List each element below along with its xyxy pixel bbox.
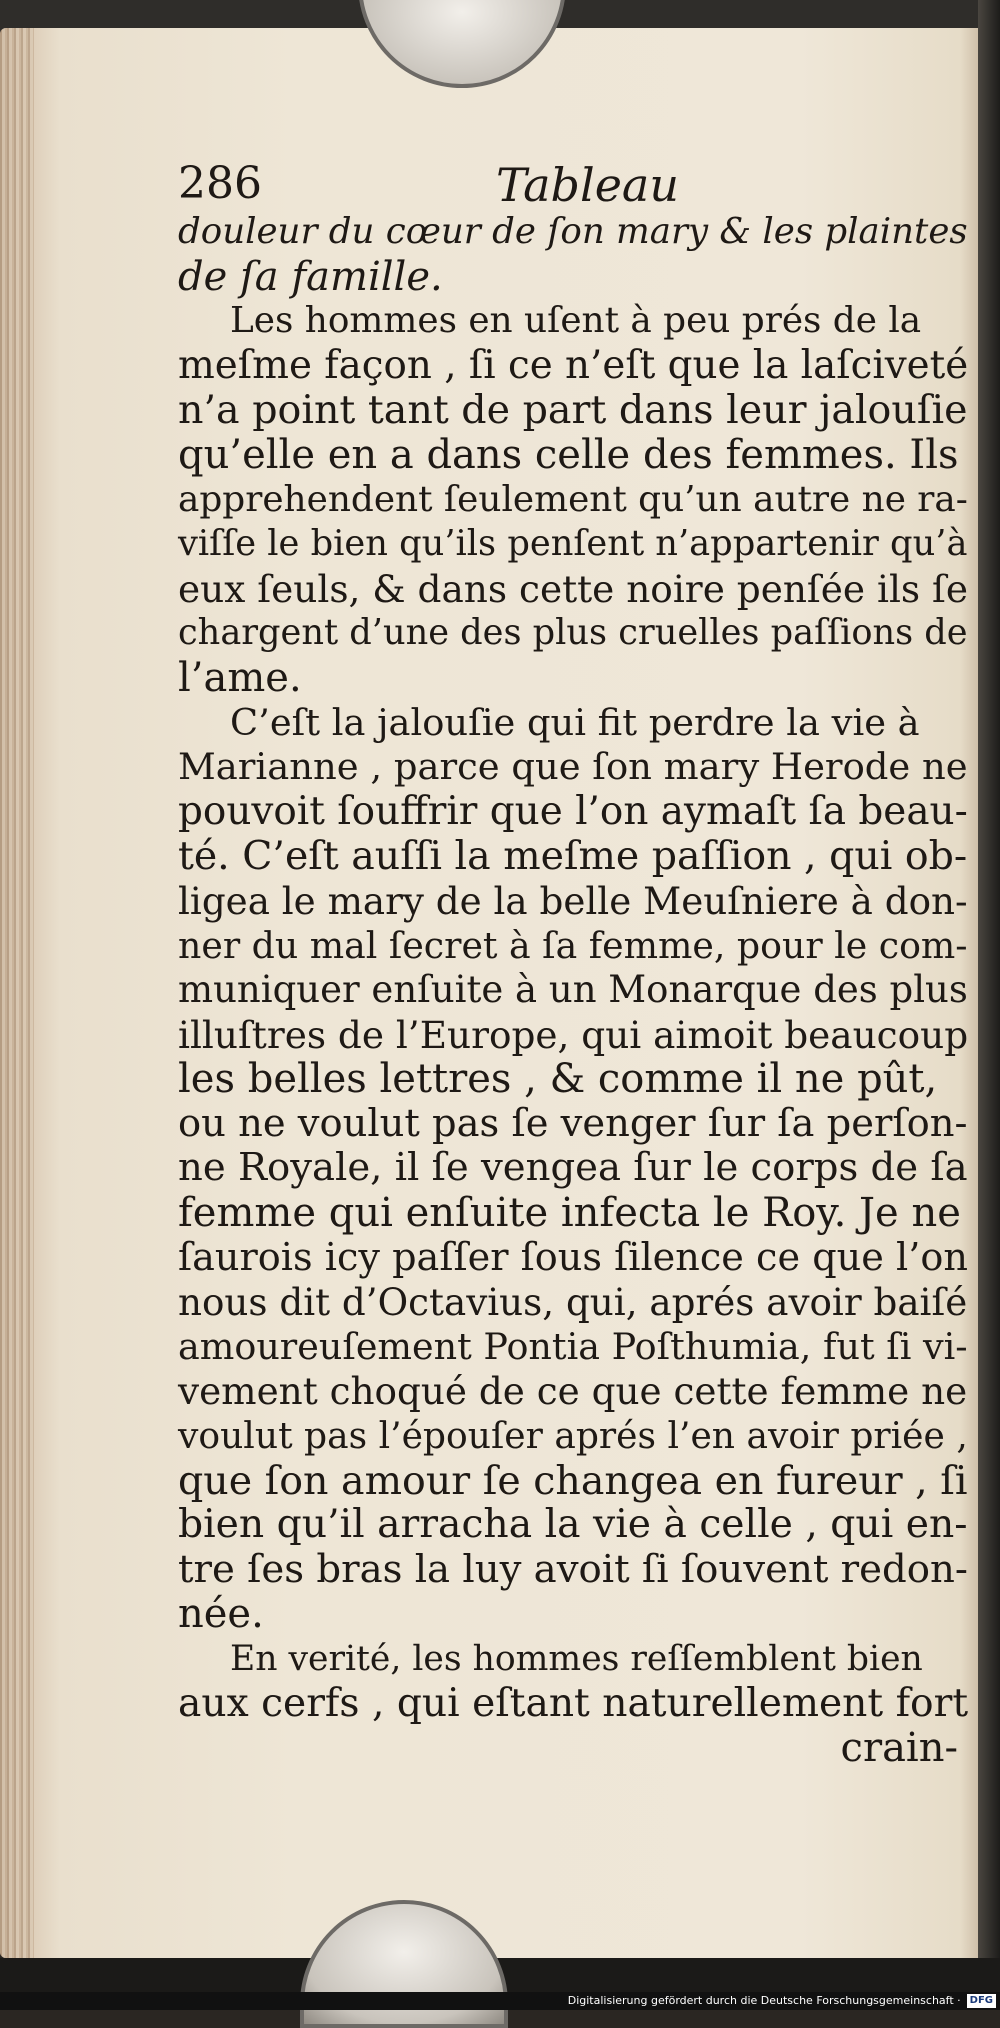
- text-line: de ſa famille.: [178, 253, 443, 300]
- text-line: meſme façon , ſi ce n’eſt que la laſciveté: [178, 342, 969, 388]
- text-line: té. C’eſt auſſi la meſme paſſion , qui ob-: [178, 833, 968, 880]
- text-line: viſſe le bien qu’ils penſent n’appartenir qu’à: [178, 523, 968, 565]
- catchword: crain-: [840, 1725, 958, 1772]
- text-line: bien qu’il arracha la vie à celle , qui en-: [178, 1502, 968, 1548]
- digitization-footer: [0, 1992, 1000, 2010]
- running-title: Tableau: [496, 158, 679, 212]
- text-line: vement choqué de ce que cette femme ne: [178, 1369, 968, 1414]
- text-line: femme qui enſuite infecta le Roy. Je ne: [178, 1190, 961, 1237]
- page-text: [178, 158, 968, 1771]
- text-line: nous dit d’Octavius, qui, aprés avoir baiſé: [178, 1280, 968, 1325]
- page-number: 286: [178, 158, 262, 209]
- text-line: tre ſes bras la luy avoit ſi ſouvent redon-: [178, 1546, 968, 1592]
- page-header: [178, 158, 968, 210]
- text-line: ner du mal ſecret à ſa femme, pour le com-: [178, 923, 968, 967]
- dfg-logo: DFG: [967, 1994, 996, 2008]
- text-line: que ſon amour ſe changea en fureur , ſi: [178, 1457, 968, 1504]
- text-line: chargent d’une des plus cruelles paſſions de: [178, 612, 968, 654]
- text-line: muniquer enſuite à un Monarque des plus: [178, 968, 968, 1012]
- text-line: Marianne , parce que ſon mary Herode ne: [178, 745, 968, 789]
- text-line: voulut pas l’épouſer aprés l’en avoir priée ,: [178, 1415, 968, 1458]
- scan-background-right: [978, 0, 1000, 2010]
- text-line: douleur du cœur de ſon mary & les plaintes: [178, 211, 968, 252]
- text-line: ſaurois icy paſſer ſous ſilence ce que l’on: [178, 1235, 968, 1280]
- text-line: ligea le mary de la belle Meuſniere à don-: [178, 878, 968, 923]
- text-line: eux ſeuls, & dans cette noire penſée ils ſe: [178, 566, 969, 611]
- text-line: C’eſt la jalouſie qui fit perdre la vie à: [230, 700, 920, 744]
- text-line: ou ne voulut pas ſe venger ſur ſa perſon-: [178, 1100, 968, 1146]
- text-line: illuſtres de l’Europe, qui aimoit beaucoup: [178, 1012, 969, 1057]
- text-line: n’a point tant de part dans leur jalouſie: [178, 387, 968, 434]
- text-line: Les hommes en uſent à peu prés de la: [230, 300, 922, 342]
- text-line: apprehendent ſeulement qu’un autre ne ra-: [178, 478, 968, 520]
- text-line: ne Royale, il ſe vengea ſur le corps de ſa: [178, 1145, 968, 1191]
- footer-credit-text: Digitalisierung gefördert durch die Deutsche Forschungsgemeinschaft ·: [567, 1994, 961, 2007]
- text-line: les belles lettres , & comme il ne pût,: [178, 1056, 938, 1103]
- text-line: aux cerfs , qui eſtant naturellement fort: [178, 1680, 969, 1726]
- text-line: l’ame.: [178, 654, 302, 701]
- text-line: née.: [178, 1591, 264, 1638]
- text-line: En verité, les hommes reſſemblent bien: [230, 1639, 923, 1679]
- text-line: qu’elle en a dans celle des femmes. Ils: [178, 431, 959, 478]
- text-line: amoureuſement Pontia Poſthumia, fut ſi vi-: [178, 1324, 968, 1368]
- text-line: pouvoit ſouffrir que l’on aymaſt ſa beau-: [178, 788, 968, 834]
- page-stack-edge: [0, 28, 34, 1958]
